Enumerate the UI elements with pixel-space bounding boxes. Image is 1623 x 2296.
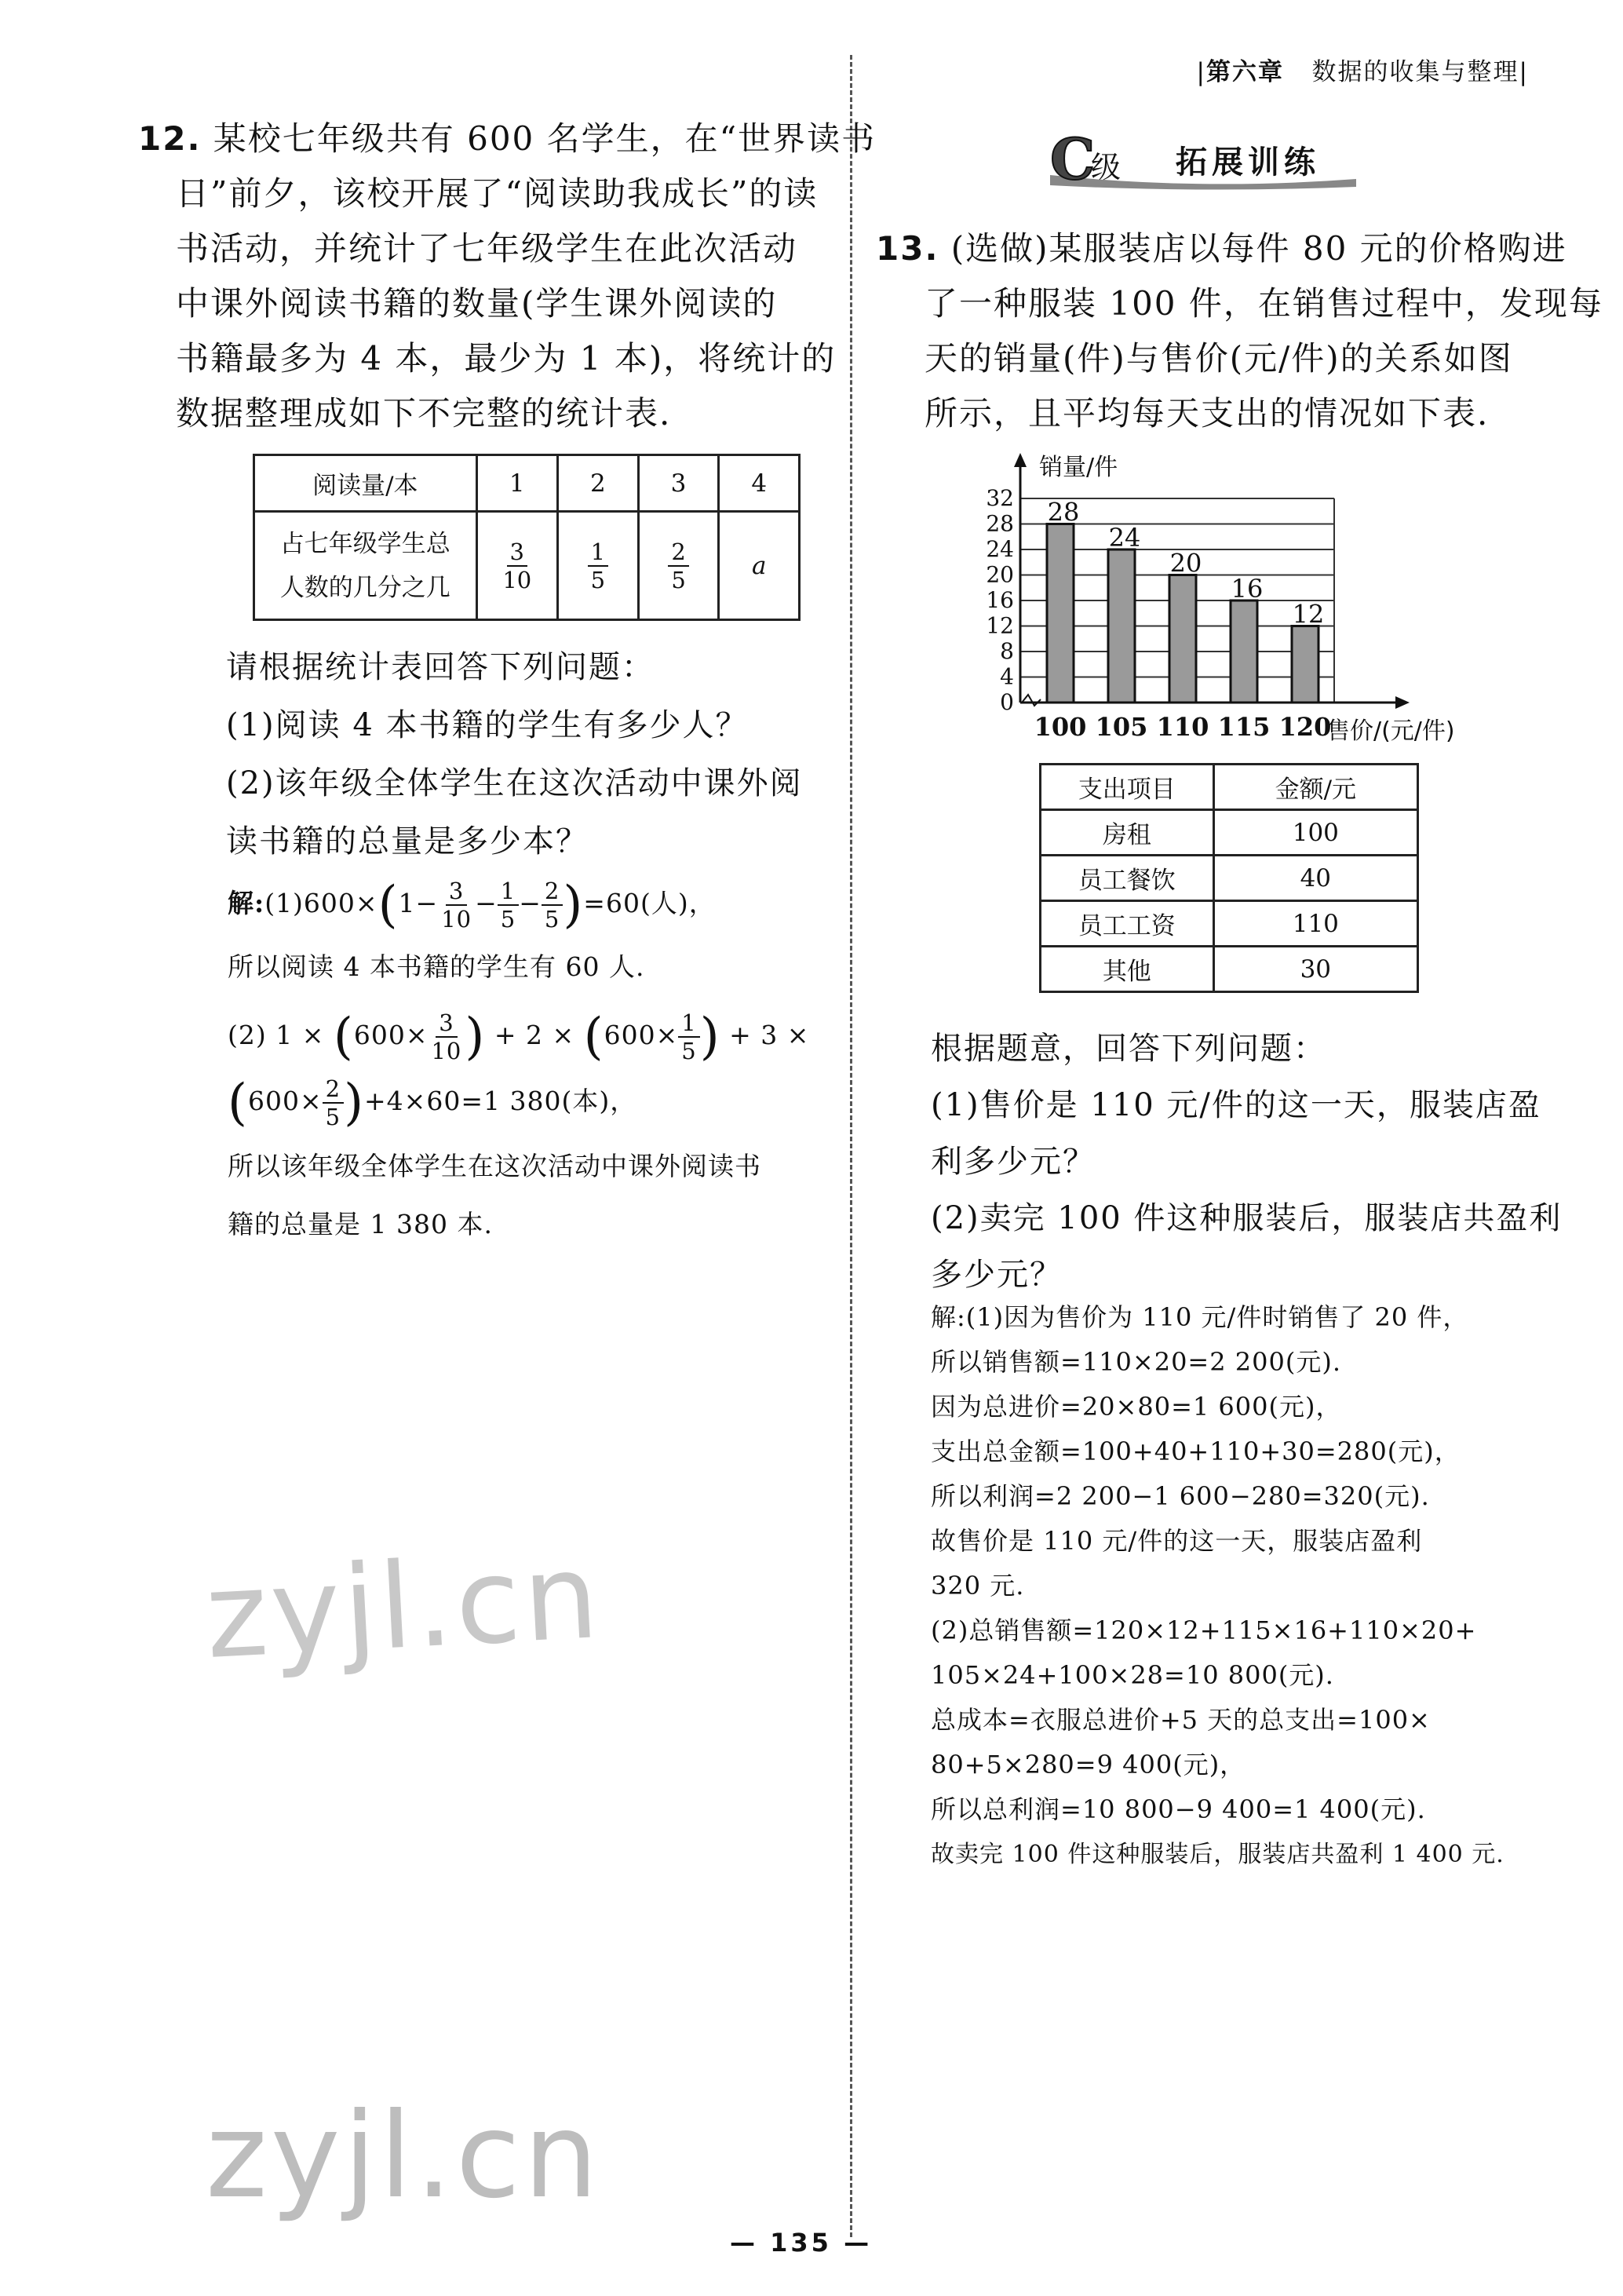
q13-line: 天的销量(件)与售价(元/件)的关系如图 xyxy=(925,339,1513,378)
table-header-label: 阅读量/本 xyxy=(254,455,477,512)
sol-line: 解:(1)因为售价为 110 元/件时销售了 20 件， xyxy=(931,1302,1469,1332)
sol-line: 故卖完 100 件这种服装后，服装店共盈利 1 400 元. xyxy=(931,1841,1504,1868)
q13-line: 了一种服装 100 件，在销售过程中，发现每 xyxy=(925,284,1603,323)
watermark: zyjl.cn xyxy=(202,1528,605,1686)
q13-prompt: 根据题意，回答下列问题： xyxy=(931,1031,1326,1067)
y-tick-label: 24 xyxy=(986,536,1014,562)
q12-text xyxy=(138,111,877,441)
sol-text: 600× xyxy=(247,1086,323,1116)
x-axis-title: 售价/(元/件) xyxy=(1326,717,1455,742)
sol-text: (2) 1 × xyxy=(228,1020,325,1050)
sol-text: − xyxy=(519,888,542,918)
bar-value-label: 24 xyxy=(1108,523,1141,553)
expense-item: 其他 xyxy=(1041,947,1214,992)
expense-item: 房租 xyxy=(1041,810,1214,856)
y-tick-label: 16 xyxy=(986,587,1014,613)
frac-num: 1 xyxy=(588,538,608,567)
sol-line: 所以该年级全体学生在这次活动中课外阅读书 xyxy=(228,1151,761,1181)
table-row-label xyxy=(254,512,477,620)
q12-questions xyxy=(226,644,838,865)
row-label-2: 人数的几分之几 xyxy=(279,573,450,602)
x-tick-label: 115 xyxy=(1217,712,1271,742)
q12-part1: (1)阅读 4 本书籍的学生有多少人？ xyxy=(226,707,749,743)
sol-line: 所以阅读 4 本书籍的学生有 60 人. xyxy=(228,951,645,982)
q12-line: 数据整理成如下不完整的统计表. xyxy=(176,394,672,433)
q13-part1: (1)售价是 110 元/件的这一天，服装店盈 xyxy=(931,1087,1541,1123)
frac-num: 3 xyxy=(507,538,527,567)
expense-header: 支出项目 xyxy=(1041,765,1214,810)
expense-item: 员工餐饮 xyxy=(1041,856,1214,901)
frac-den: 5 xyxy=(671,566,686,593)
y-tick-label: 20 xyxy=(986,561,1014,588)
bar-value-label: 16 xyxy=(1231,574,1264,604)
bar-value-label: 20 xyxy=(1169,548,1202,579)
frac-den: 5 xyxy=(325,1104,341,1130)
table-cell-fraction xyxy=(557,512,638,620)
q12-line: 某校七年级共有 600 名学生，在“世界读书 xyxy=(213,119,877,158)
expense-amount: 40 xyxy=(1213,856,1417,901)
sol-line: 因为总进价=20×80=1 600(元)， xyxy=(931,1392,1342,1422)
table-cell-fraction xyxy=(638,512,719,620)
q13-part2: (2)卖完 100 件这种服装后，服装店共盈利 xyxy=(931,1200,1563,1236)
q13-part2-cont: 多少元？ xyxy=(931,1257,1063,1293)
sol-text: (1)600× xyxy=(264,888,378,918)
expense-header: 金额/元 xyxy=(1213,765,1417,810)
q12-line: 书籍最多为 4 本，最少为 1 本)，将统计的 xyxy=(176,339,837,378)
q12-solution: 解:(1)600×(1− $\frac{3}{10}$ − $\frac{1}{5}$ − $\frac{2}{5}$ )=60(人)， 所以阅读 4 本书籍的学生有 60 人. (2) 1 × (600× $\frac{3}{10}$ ) + 2 × (600× $\frac{1}{5}$ ) + 3 × (600× $\frac{2}{5}$ )+4×60=1 380(本)， 所以该年级全体学生在这次活动中课外阅读书 籍的总量是 1 380 本. xyxy=(228,878,840,1248)
watermark: zyjl.cn xyxy=(206,2088,602,2225)
bar xyxy=(1169,575,1196,703)
x-tick-label: 110 xyxy=(1156,712,1209,742)
bar-value-label: 28 xyxy=(1047,497,1080,527)
q12-part2: (2)该年级全体学生在这次活动中课外阅 xyxy=(226,765,803,801)
badge-grade: 级 xyxy=(1091,150,1122,184)
bar xyxy=(1231,600,1257,703)
chapter-label: 第六章 xyxy=(1205,58,1284,86)
sol-line: 80+5×280=9 400(元)， xyxy=(931,1750,1246,1779)
frac-num: 2 xyxy=(323,1075,344,1104)
y-tick-label: 32 xyxy=(986,485,1014,511)
y-tick-label: 0 xyxy=(1000,689,1014,715)
expense-amount: 110 xyxy=(1213,901,1417,947)
q13-text xyxy=(876,221,1603,441)
table-col: 1 xyxy=(476,455,557,512)
section-title: 拓展训练 xyxy=(1176,144,1320,181)
frac-num: 1 xyxy=(678,1009,699,1038)
expense-table xyxy=(1039,763,1419,993)
x-tick-label: 105 xyxy=(1095,712,1148,742)
expense-amount: 30 xyxy=(1213,947,1417,992)
frac-den: 10 xyxy=(441,906,472,933)
sol-text: +4×60=1 380(本)， xyxy=(364,1086,637,1116)
frac-den: 5 xyxy=(500,906,516,933)
sol-text: 1− xyxy=(398,888,439,918)
q13-questions xyxy=(931,1020,1574,1303)
sol-line: 所以总利润=10 800−9 400=1 400(元). xyxy=(931,1794,1426,1824)
bar xyxy=(1047,524,1074,703)
sol-label: 解: xyxy=(228,888,265,918)
frac-den: 5 xyxy=(544,906,560,933)
frac-num: 2 xyxy=(668,538,688,567)
table-cell-a: a xyxy=(719,512,800,620)
x-tick-label: 120 xyxy=(1278,712,1332,742)
q13-solution xyxy=(931,1295,1574,1877)
sol-text: 600× xyxy=(353,1020,429,1050)
x-tick-label: 100 xyxy=(1034,712,1087,742)
sol-text: =60(人)， xyxy=(583,888,716,918)
q12-line: 中课外阅读书籍的数量(学生课外阅读的 xyxy=(176,284,778,323)
sol-text: + 3 × xyxy=(729,1020,810,1050)
sol-line: 籍的总量是 1 380 本. xyxy=(228,1209,493,1239)
frac-den: 10 xyxy=(431,1038,462,1064)
table-col: 3 xyxy=(638,455,719,512)
y-tick-label: 8 xyxy=(1000,638,1014,664)
running-header: |第六章 数据的收集与整理| xyxy=(1196,58,1529,86)
sol-line: 105×24+100×28=10 800(元). xyxy=(931,1660,1334,1690)
frac-num: 1 xyxy=(498,878,519,906)
frac-den: 10 xyxy=(502,566,532,593)
sol-line: 总成本=衣服总进价+5 天的总支出=100× xyxy=(931,1705,1431,1735)
frac-num: 3 xyxy=(446,878,467,906)
row-label-1: 占七年级学生总 xyxy=(279,529,450,558)
sol-text: + 2 × xyxy=(494,1020,575,1050)
bar xyxy=(1292,626,1318,703)
q12-part2-cont: 读书籍的总量是多少本？ xyxy=(226,823,589,860)
y-tick-label: 12 xyxy=(986,612,1014,639)
expense-item: 员工工资 xyxy=(1041,901,1214,947)
sales-bar-chart xyxy=(965,444,1515,742)
sol-line: 所以利润=2 200−1 600−280=320(元). xyxy=(931,1481,1430,1511)
sol-line: 故售价是 110 元/件的这一天，服装店盈利 xyxy=(931,1526,1423,1556)
sol-line: (2)总销售额=120×12+115×16+110×20+ xyxy=(931,1615,1477,1645)
q12-prompt: 请根据统计表回答下列问题： xyxy=(226,649,655,685)
q12-line: 书活动，并统计了七年级学生在此次活动 xyxy=(176,229,798,268)
frac-den: 5 xyxy=(590,566,606,593)
frac-den: 5 xyxy=(681,1038,697,1064)
table-col: 2 xyxy=(557,455,638,512)
frac-num: 2 xyxy=(542,878,563,906)
sol-line: 所以销售额=110×20=2 200(元). xyxy=(931,1347,1341,1377)
reading-table xyxy=(253,454,801,621)
q13-line: (选做)某服装店以每件 80 元的价格购进 xyxy=(950,229,1567,268)
page-number: — 135 — xyxy=(730,2228,873,2258)
axis-break xyxy=(1022,695,1041,706)
extension-badge xyxy=(1034,132,1364,191)
bar-value-label: 12 xyxy=(1292,599,1325,630)
q13-line: 所示，且平均每天支出的情况如下表. xyxy=(925,394,1490,433)
column-divider xyxy=(850,55,852,2237)
table-col: 4 xyxy=(719,455,800,512)
frac-num: 3 xyxy=(436,1009,457,1038)
q13-part1-cont: 利多少元？ xyxy=(931,1144,1096,1180)
y-axis-title: 销量/件 xyxy=(1039,454,1118,481)
sol-text: 600× xyxy=(604,1020,679,1050)
chapter-topic: 数据的收集与整理 xyxy=(1311,58,1519,86)
bar xyxy=(1108,549,1135,703)
badge-letter: C xyxy=(1050,132,1096,191)
y-axis-arrow xyxy=(1014,453,1027,467)
sol-line: 320 元. xyxy=(931,1571,1025,1601)
y-tick-label: 4 xyxy=(1000,663,1014,690)
sol-line: 支出总金额=100+40+110+30=280(元)， xyxy=(931,1436,1461,1466)
expense-amount: 100 xyxy=(1213,810,1417,856)
q13-number: 13. xyxy=(876,229,939,268)
y-tick-label: 28 xyxy=(986,510,1014,537)
q12-line: 日”前夕，该校开展了“阅读助我成长”的读 xyxy=(176,174,819,213)
table-cell-fraction xyxy=(476,512,557,620)
sol-text: − xyxy=(475,888,498,918)
q12-number: 12. xyxy=(138,119,202,158)
x-axis-arrow xyxy=(1395,696,1410,709)
